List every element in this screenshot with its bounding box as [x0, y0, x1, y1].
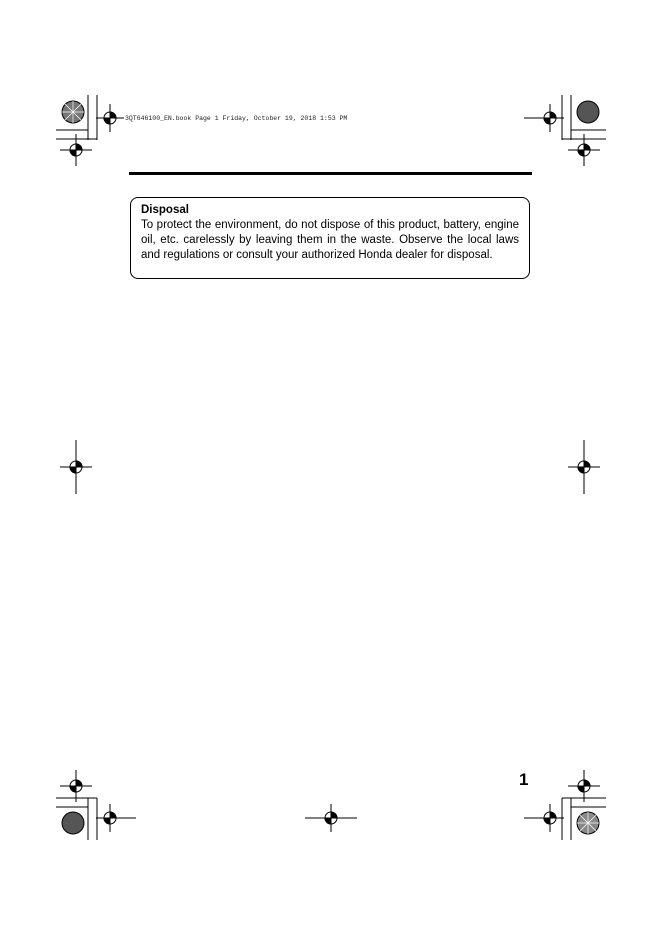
header-rule	[129, 172, 532, 175]
registration-mark-mid-left	[60, 440, 92, 494]
registration-mark-bottom-center	[305, 804, 357, 832]
registration-mark-bottom-right	[524, 804, 564, 832]
notice-title: Disposal	[141, 204, 189, 216]
starburst-target-top-left	[62, 101, 84, 123]
registration-mark-bottom-left	[60, 770, 92, 802]
density-target-top-right	[577, 101, 599, 123]
notice-body: To protect the environment, do not dispose of this product, battery, engine oil, etc. carelessly by leaving them in the waste. Observe the local laws and regulations or consult your authorized Honda dealer for disposal.	[141, 219, 519, 261]
registration-mark-top-right	[524, 104, 564, 132]
page-number: 1	[519, 770, 529, 789]
registration-mark-bottom-right-2	[568, 770, 600, 802]
registration-mark-bottom-left-2	[96, 804, 136, 832]
registration-mark-mid-right	[568, 440, 600, 494]
registration-mark-top-left	[96, 104, 124, 132]
starburst-target-bottom-right	[577, 812, 599, 834]
density-target-bottom-left	[62, 812, 84, 834]
print-job-header: 3QT646100_EN.book Page 1 Friday, October 19, 2018 1:53 PM	[125, 115, 348, 122]
disposal-notice-box	[130, 197, 530, 279]
